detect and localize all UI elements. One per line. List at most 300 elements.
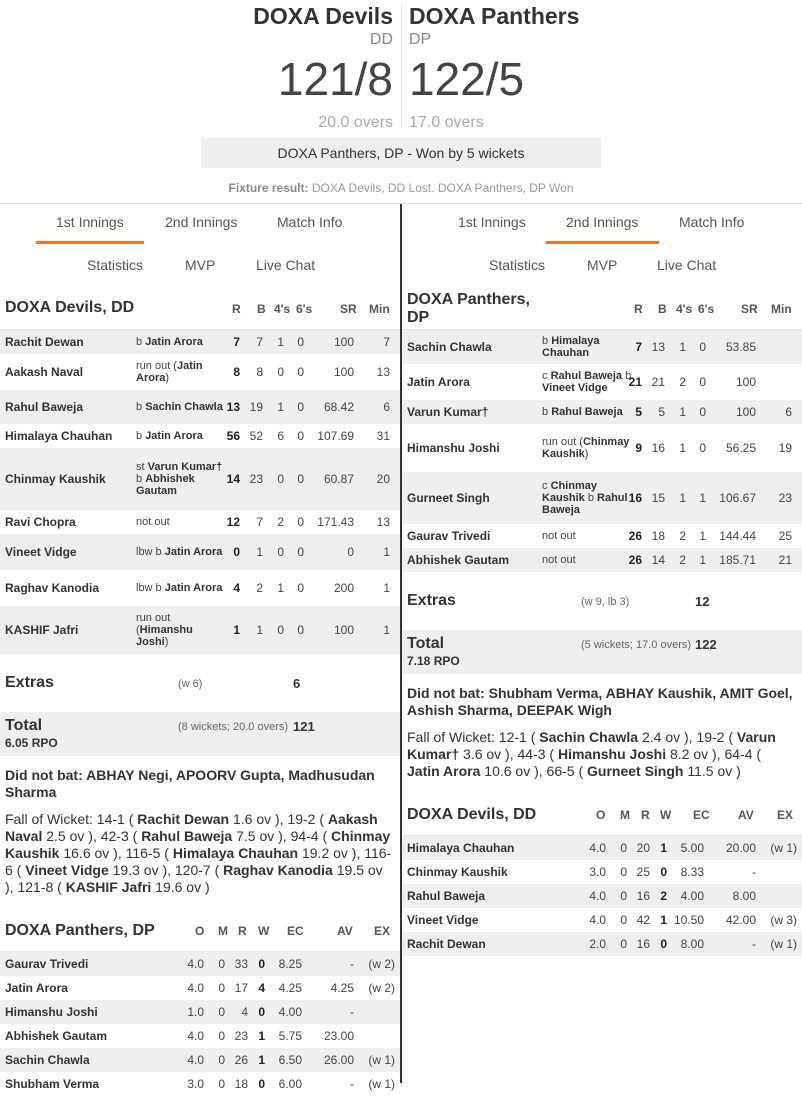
batter-sixes: 1 (699, 553, 706, 567)
batter-name: Chinmay Kaushik (5, 472, 106, 486)
bowling-row (0, 1048, 400, 1072)
batter-fours: 1 (277, 581, 284, 595)
bowler-wickets: 4 (258, 981, 265, 995)
fixture-result-label: Fixture result: (228, 181, 309, 195)
batter-balls: 16 (651, 441, 665, 455)
home-team-summary (193, 0, 393, 133)
batter-runs: 12 (226, 515, 240, 529)
col-fours: 4's (274, 302, 291, 316)
bowler-name: Shubham Verma (5, 1077, 100, 1091)
tab-statistics[interactable]: Statistics (87, 257, 144, 273)
batter-strike-rate: 100 (333, 365, 354, 379)
batter-balls: 5 (658, 405, 665, 419)
bowler-wickets: 0 (258, 1077, 265, 1091)
total-value: 121 (293, 719, 315, 734)
fixture-result (0, 181, 802, 195)
col-economy: EC (287, 924, 304, 938)
batter-strike-rate: 100 (333, 623, 354, 637)
batting-row (0, 390, 400, 424)
batter-minutes: 31 (376, 429, 390, 443)
bowler-runs: 42 (636, 913, 650, 927)
batter-name: Raghav Kanodia (5, 581, 100, 595)
batter-fours: 2 (679, 529, 686, 543)
batter-balls: 52 (249, 429, 263, 443)
dismissal-info: b Jatin Arora (136, 336, 203, 348)
bowler-average: - (752, 865, 756, 879)
bowler-maidens: 0 (218, 1005, 225, 1019)
dismissal-info: st Varun Kumar† b Abhishek Gautam (136, 461, 223, 497)
bowler-wickets: 0 (660, 865, 667, 879)
batting-row (0, 606, 400, 654)
batter-name: Aakash Naval (5, 365, 84, 379)
bowler-average: - (350, 957, 354, 971)
batter-strike-rate: 185.71 (719, 553, 756, 567)
innings-tabs (0, 204, 400, 244)
extras-detail: (w 6) (178, 678, 203, 690)
bowling-row (402, 836, 802, 860)
sub-tabs (402, 244, 802, 286)
bowling-scorecard (402, 836, 802, 956)
bowling-scorecard (0, 952, 400, 1096)
batter-fours: 0 (277, 545, 284, 559)
did-not-bat: Did not bat: ABHAY Negi, APOORV Gupta, Madhusudan Sharma (5, 767, 375, 800)
bowler-maidens: 0 (218, 957, 225, 971)
bowler-economy: 8.00 (680, 937, 704, 951)
batting-row (402, 524, 802, 548)
batter-runs: 26 (628, 529, 642, 543)
bowler-overs: 3.0 (187, 1077, 204, 1091)
bowler-overs: 4.0 (187, 1053, 204, 1067)
bowling-header (0, 912, 400, 952)
bowler-economy: 6.00 (278, 1077, 302, 1091)
col-runs: R (634, 302, 643, 316)
bowling-row (0, 1072, 400, 1096)
col-wickets: W (258, 924, 270, 938)
bowler-runs: 20 (636, 841, 650, 855)
batter-sixes: 1 (699, 529, 706, 543)
batter-sixes: 0 (297, 365, 304, 379)
bowler-extras: (w 2) (368, 981, 395, 995)
batter-name: Gurneet Singh (407, 491, 490, 505)
bowler-runs: 23 (234, 1029, 248, 1043)
home-team-score: 121/8 (277, 53, 393, 105)
batter-balls: 21 (651, 375, 665, 389)
batter-balls: 14 (651, 553, 665, 567)
col-minutes: Min (369, 302, 390, 316)
bowler-overs: 4.0 (589, 889, 606, 903)
batter-minutes: 20 (376, 472, 390, 486)
batter-sixes: 0 (699, 340, 706, 354)
batting-row (402, 472, 802, 524)
batter-minutes: 13 (376, 515, 390, 529)
extras-detail: (w 9, lb 3) (581, 596, 630, 608)
dismissal-info: run out (Jatin Arora) (136, 360, 203, 384)
batter-sixes: 0 (297, 545, 304, 559)
dismissal-info: c Chinmay Kaushik b Rahul Baweja (542, 480, 628, 516)
total-detail: (8 wickets; 20.0 overs) (178, 721, 289, 733)
batter-balls: 1 (256, 623, 263, 637)
batting-row (402, 424, 802, 472)
batter-balls: 1 (256, 545, 263, 559)
batter-fours: 1 (277, 335, 284, 349)
batter-runs: 13 (226, 400, 240, 414)
batting-scorecard (402, 330, 802, 572)
batter-runs: 16 (628, 491, 642, 505)
extras-total: 12 (695, 594, 710, 609)
col-strike-rate: SR (340, 302, 357, 316)
bowler-wickets: 2 (660, 889, 667, 903)
innings-tabs (402, 204, 802, 244)
bowler-economy: 6.50 (278, 1053, 302, 1067)
batter-strike-rate: 106.67 (719, 491, 756, 505)
batter-name: Abhishek Gautam (407, 553, 510, 567)
batter-runs: 1 (233, 623, 240, 637)
extras-row (0, 654, 400, 712)
bowler-economy: 10.50 (673, 913, 704, 927)
batter-fours: 1 (277, 400, 284, 414)
tab-2nd-innings[interactable]: 2nd Innings (165, 214, 238, 230)
batter-sixes: 0 (297, 472, 304, 486)
batter-strike-rate: 100 (333, 335, 354, 349)
bowler-wickets: 0 (660, 937, 667, 951)
bowler-name: Jatin Arora (5, 981, 68, 995)
dismissal-info: run out (Himanshu Joshi) (136, 612, 193, 648)
bowler-overs: 1.0 (187, 1005, 204, 1019)
batter-strike-rate: 100 (735, 375, 756, 389)
away-team-name: DOXA Panthers (409, 3, 580, 29)
col-strike-rate: SR (741, 302, 758, 316)
innings-panel-right (402, 204, 802, 1083)
batter-balls: 18 (651, 529, 665, 543)
bowler-economy: 5.00 (680, 841, 704, 855)
batter-minutes: 6 (383, 400, 390, 414)
dismissal-info: b Sachin Chawla (136, 401, 223, 413)
bowler-extras: (w 1) (770, 841, 797, 855)
bowler-runs: 18 (234, 1077, 248, 1091)
bowler-maidens: 0 (218, 1053, 225, 1067)
batter-sixes: 0 (297, 581, 304, 595)
bowling-row (402, 932, 802, 956)
bowler-average: - (752, 937, 756, 951)
bowler-runs: 16 (636, 937, 650, 951)
tab-live-chat[interactable]: Live Chat (657, 257, 717, 273)
bowler-name: Himanshu Joshi (5, 1005, 98, 1019)
batter-sixes: 0 (297, 515, 304, 529)
col-extras: EX (374, 924, 391, 938)
bowler-wickets: 1 (660, 841, 667, 855)
batter-balls: 23 (249, 472, 263, 486)
batter-runs: 56 (226, 429, 240, 443)
away-team-summary (409, 0, 609, 133)
batting-team-title: DOXA Panthers, DP (407, 291, 530, 326)
tab-live-chat[interactable]: Live Chat (256, 257, 316, 273)
tab-mvp[interactable]: MVP (587, 257, 618, 273)
batting-row (0, 570, 400, 606)
bowler-maidens: 0 (620, 865, 627, 879)
batting-row (0, 330, 400, 354)
bowler-overs: 4.0 (187, 957, 204, 971)
batter-strike-rate: 0 (347, 545, 354, 559)
batter-name: Himalaya Chauhan (5, 429, 113, 443)
bowler-economy: 8.25 (278, 957, 302, 971)
dismissal-info: run out (Chinmay Kaushik) (542, 436, 630, 460)
batting-row (0, 448, 400, 510)
bowler-maidens: 0 (218, 1029, 225, 1043)
batter-fours: 0 (277, 623, 284, 637)
bowler-overs: 4.0 (589, 841, 606, 855)
batter-minutes: 7 (383, 335, 390, 349)
col-wickets: W (660, 808, 672, 822)
batter-runs: 5 (635, 405, 642, 419)
batter-name: Ravi Chopra (5, 515, 76, 529)
dismissal-info: lbw b Jatin Arora (136, 582, 223, 594)
batter-balls: 2 (256, 581, 263, 595)
col-balls: B (257, 302, 266, 316)
bowler-runs: 26 (234, 1053, 248, 1067)
bowler-runs: 33 (234, 957, 248, 971)
batter-name: Himanshu Joshi (407, 441, 500, 455)
bowler-extras: (w 2) (368, 957, 395, 971)
bowler-economy: 5.75 (278, 1029, 302, 1043)
tab-match-info[interactable]: Match Info (277, 214, 343, 230)
sub-tabs (0, 244, 400, 286)
batter-name: Vineet Vidge (5, 545, 77, 559)
col-average: AV (738, 808, 754, 822)
batting-header (402, 286, 802, 330)
col-average: AV (337, 924, 353, 938)
batter-fours: 1 (679, 491, 686, 505)
bowler-overs: 4.0 (589, 913, 606, 927)
batter-strike-rate: 171.43 (317, 515, 354, 529)
batting-row (402, 400, 802, 424)
batter-minutes: 1 (383, 623, 390, 637)
batter-minutes: 19 (778, 441, 792, 455)
batter-strike-rate: 53.85 (725, 340, 756, 354)
batting-row (402, 364, 802, 400)
bowler-extras: (w 1) (368, 1053, 395, 1067)
col-economy: EC (693, 808, 710, 822)
batter-sixes: 0 (297, 429, 304, 443)
bowler-economy: 8.33 (680, 865, 704, 879)
bowler-overs: 4.0 (187, 1029, 204, 1043)
bowler-name: Sachin Chawla (5, 1053, 90, 1067)
batter-name: Varun Kumar† (407, 405, 489, 419)
batter-sixes: 0 (699, 375, 706, 389)
batter-minutes: 13 (376, 365, 390, 379)
batting-row (0, 510, 400, 534)
col-overs: O (596, 808, 606, 822)
tab-statistics[interactable]: Statistics (489, 257, 546, 273)
col-maidens: M (620, 808, 630, 822)
bowler-runs: 16 (636, 889, 650, 903)
bowling-row (402, 884, 802, 908)
batter-fours: 2 (277, 515, 284, 529)
bowler-average: 20.00 (725, 841, 756, 855)
extras-label: Extras (407, 592, 456, 609)
tab-2nd-innings[interactable]: 2nd Innings (566, 214, 639, 230)
batter-runs: 4 (233, 581, 240, 595)
bowler-name: Abhishek Gautam (5, 1029, 108, 1043)
bowling-row (0, 1024, 400, 1048)
col-bowl-runs: R (238, 924, 247, 938)
bowling-row (402, 860, 802, 884)
bowler-name: Rachit Dewan (407, 937, 486, 951)
batter-runs: 26 (628, 553, 642, 567)
col-minutes: Min (771, 302, 792, 316)
batter-minutes: 6 (785, 405, 792, 419)
batter-name: Gaurav Trivedi (407, 529, 491, 543)
batter-name: Jatin Arora (407, 375, 470, 389)
batter-minutes: 21 (778, 553, 792, 567)
bowler-wickets: 1 (258, 1029, 265, 1043)
batter-balls: 19 (249, 400, 263, 414)
home-team-name: DOXA Devils (253, 3, 393, 29)
batting-header (0, 286, 400, 330)
batter-sixes: 0 (699, 441, 706, 455)
col-balls: B (658, 302, 667, 316)
extras-label: Extras (5, 674, 54, 691)
away-team-overs: 17.0 overs (409, 114, 484, 131)
batter-runs: 7 (635, 340, 642, 354)
bowler-extras: (w 1) (770, 937, 797, 951)
bowler-name: Gaurav Trivedi (5, 957, 89, 971)
total-row (0, 712, 400, 756)
batter-runs: 9 (635, 441, 642, 455)
did-not-bat: Did not bat: Shubham Verma, ABHAY Kaushik, AMIT Goel, Ashish Sharma, DEEPAK Wigh (407, 685, 793, 718)
total-label: Total (5, 717, 43, 734)
batter-sixes: 0 (699, 405, 706, 419)
batting-scorecard (0, 330, 400, 654)
col-fours: 4's (676, 302, 693, 316)
batter-runs: 21 (628, 375, 642, 389)
tab-mvp[interactable]: MVP (185, 257, 216, 273)
batter-fours: 1 (679, 441, 686, 455)
match-result: DOXA Panthers, DP - Won by 5 wickets (201, 138, 601, 168)
bowling-row (402, 908, 802, 932)
bowler-overs: 3.0 (589, 865, 606, 879)
tab-1st-innings[interactable]: 1st Innings (56, 214, 124, 230)
batter-balls: 15 (651, 491, 665, 505)
batter-fours: 0 (277, 472, 284, 486)
batter-fours: 0 (277, 365, 284, 379)
extras-row (402, 572, 802, 630)
bowling-header (402, 796, 802, 836)
dismissal-info: lbw b Jatin Arora (136, 546, 223, 558)
batter-sixes: 0 (297, 335, 304, 349)
batter-strike-rate: 107.69 (317, 429, 354, 443)
batting-row (402, 330, 802, 364)
batting-row (0, 534, 400, 570)
bowler-wickets: 0 (258, 957, 265, 971)
bowler-extras: (w 1) (368, 1077, 395, 1091)
tab-1st-innings[interactable]: 1st Innings (458, 214, 526, 230)
bowler-economy: 4.00 (278, 1005, 302, 1019)
batting-row (0, 354, 400, 390)
match-header (0, 0, 802, 204)
total-row (402, 630, 802, 674)
bowler-average: - (350, 1077, 354, 1091)
bowler-average: 4.25 (330, 981, 354, 995)
batter-strike-rate: 56.25 (725, 441, 756, 455)
batter-name: Rahul Baweja (5, 400, 84, 414)
bowler-name: Chinmay Kaushik (407, 865, 508, 879)
bowler-overs: 4.0 (187, 981, 204, 995)
batter-name: KASHIF Jafri (5, 623, 79, 637)
bowler-maidens: 0 (218, 981, 225, 995)
batter-balls: 8 (256, 365, 263, 379)
bowler-wickets: 0 (258, 1005, 265, 1019)
bowler-maidens: 0 (620, 937, 627, 951)
bowler-name: Rahul Baweja (407, 889, 486, 903)
home-team-overs: 20.0 overs (318, 114, 393, 131)
batter-runs: 0 (233, 545, 240, 559)
total-label: Total (407, 635, 445, 652)
dismissal-info: b Himalaya Chauhan (542, 335, 600, 359)
bowling-team-title: DOXA Panthers, DP (5, 922, 155, 939)
batter-sixes: 1 (699, 491, 706, 505)
batter-strike-rate: 68.42 (323, 400, 354, 414)
dismissal-info: b Rahul Baweja (542, 406, 623, 418)
batter-sixes: 0 (297, 623, 304, 637)
bowler-name: Vineet Vidge (407, 913, 479, 927)
col-extras: EX (777, 808, 794, 822)
bowler-average: 23.00 (323, 1029, 354, 1043)
col-sixes: 6's (698, 302, 715, 316)
dismissal-info: not out (136, 516, 170, 528)
dismissal-info: b Jatin Arora (136, 430, 203, 442)
bowler-runs: 25 (636, 865, 650, 879)
col-sixes: 6's (296, 302, 313, 316)
tab-match-info[interactable]: Match Info (679, 214, 745, 230)
dismissal-info: c Rahul Baweja b Vineet Vidge (542, 370, 632, 394)
bowler-average: 26.00 (323, 1053, 354, 1067)
bowler-maidens: 0 (620, 913, 627, 927)
run-rate: 7.18 RPO (407, 654, 460, 668)
innings-panel-left (0, 204, 400, 1091)
batter-strike-rate: 144.44 (719, 529, 756, 543)
home-team-abbr: DD (369, 31, 393, 48)
bowler-average: 42.00 (725, 913, 756, 927)
away-team-score: 122/5 (409, 53, 525, 105)
bowler-runs: 17 (234, 981, 248, 995)
batting-team-title: DOXA Devils, DD (5, 299, 135, 316)
batter-minutes: 1 (383, 545, 390, 559)
bowler-average: - (350, 1005, 354, 1019)
batter-balls: 7 (256, 335, 263, 349)
fall-of-wickets: Fall of Wicket: 14-1 ( Rachit Dewan 1.6 ov ), 19-2 ( Aakash Naval 2.5 ov ), 42-3 ( Rahul Baweja 7.5 ov ), 94-4 ( Chinmay Kaushik 16.6 ov ), 116-5 ( Himalaya Chauhan 19.2 ov ), 116-6 ( Vineet Vidge 19.3 ov ), 120-7 ( Raghav Kanodia 19.5 ov ), 121-8 ( KASHIF Jafri 19.6 ov ) (5, 811, 392, 895)
batter-fours: 2 (679, 375, 686, 389)
bowler-overs: 2.0 (589, 937, 606, 951)
batter-minutes: 1 (383, 581, 390, 595)
total-detail: (5 wickets; 17.0 overs) (581, 639, 692, 651)
batter-minutes: 23 (778, 491, 792, 505)
col-bowl-runs: R (641, 808, 650, 822)
batter-strike-rate: 60.87 (323, 472, 354, 486)
batter-name: Sachin Chawla (407, 340, 492, 354)
batting-row (402, 548, 802, 572)
dismissal-info: not out (542, 554, 576, 566)
bowling-team-title: DOXA Devils, DD (407, 806, 537, 823)
bowler-extras: (w 3) (770, 913, 797, 927)
bowler-economy: 4.25 (278, 981, 302, 995)
bowler-maidens: 0 (620, 889, 627, 903)
bowler-name: Himalaya Chauhan (407, 841, 515, 855)
batter-strike-rate: 100 (735, 405, 756, 419)
batter-runs: 14 (226, 472, 240, 486)
batter-runs: 8 (233, 365, 240, 379)
fall-of-wickets: Fall of Wicket: 12-1 ( Sachin Chawla 2.4 ov ), 19-2 ( Varun Kumar† 3.6 ov ), 44-3 ( Himanshu Joshi 8.2 ov ), 64-4 ( Jatin Arora 10.6 ov ), 66-5 ( Gurneet Singh 11.5 ov ) (407, 729, 776, 779)
batter-minutes: 25 (778, 529, 792, 543)
